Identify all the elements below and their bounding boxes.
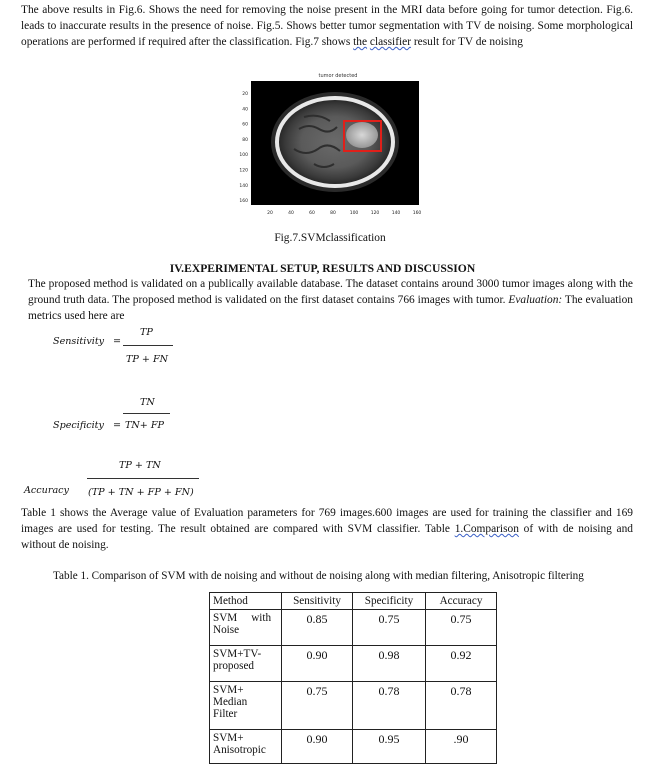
method-line: SVM+TV- [213,648,262,660]
equation-numerator: TN [140,397,155,408]
equation-label: Sensitivity [53,336,105,347]
y-tick-label: 60 [242,122,248,128]
method-cell [210,682,282,730]
y-axis-ticks [239,91,248,204]
y-tick-label: 140 [239,183,248,189]
table-header: Method [210,593,282,610]
figure-title: tumor detected [318,73,358,79]
paragraph-text: The above results in Fig.6. Shows the need for removing the noise present in the MRI data before going for tumor detection. Fig.6. leads to inaccurate results in the presence of noise. Fig.5. Shows better tumor segmentation with TV de noising. Some morphological operations are performed if required after the classification. Fig.7 shows [21,4,633,48]
y-tick-label: 120 [239,168,248,174]
equation-denominator: (TP + TN + FP + FN) [88,487,194,498]
method-line: Median [213,696,248,708]
table-row [210,646,497,682]
y-tick-label: 80 [242,137,248,143]
sensitivity-cell: 0.90 [282,730,353,764]
section-heading: IV.EXPERIMENTAL SETUP, RESULTS AND DISCUSSION [169,262,476,275]
accuracy-cell: .90 [426,730,497,764]
method-line: proposed [213,660,255,672]
sensitivity-cell: 0.90 [282,646,353,682]
sensitivity-cell: 0.75 [282,682,353,730]
spellcheck-word: classifier [369,36,412,48]
specificity-cell: 0.75 [353,610,426,646]
comparison-table [209,592,497,764]
method-cell [210,646,282,682]
fraction-bar [123,413,170,414]
table-row [210,730,497,764]
table-row [210,610,497,646]
specificity-cell: 0.78 [353,682,426,730]
equation-label: Accuracy [24,485,69,496]
figure-caption: Fig.7.SVMclassification [274,232,386,244]
y-tick-label: 20 [242,92,248,97]
x-tick-label: 160 [412,211,422,216]
tumor-region [346,122,378,148]
table-caption: Table 1. Comparison of SVM with de noising and without de noising along with median filtering, Anisotropic filtering [53,570,584,582]
table-row [210,682,497,730]
method-line: SVM+ [213,684,244,696]
paragraph-text: of with de noising and without de noising. [21,523,634,551]
method-line: Anisotropic [213,744,266,756]
y-tick-label: 160 [239,199,248,205]
method-line: SVM+ [213,732,244,744]
sensitivity-cell: 0.85 [282,610,353,646]
table-header: Specificity [353,593,426,610]
spellcheck-word: 1.Comparison [454,523,519,535]
equation-numerator: TP [140,327,153,338]
accuracy-cell: 0.78 [426,682,497,730]
x-tick-label: 40 [288,211,294,216]
accuracy-cell: 0.92 [426,646,497,682]
equation-label: Specificity [53,420,104,431]
method-line: Noise [213,624,240,636]
table-header: Sensitivity [282,593,353,610]
equation-denominator: TN+ FP [125,420,164,431]
intro-paragraph [21,2,633,50]
method-cell [210,730,282,764]
method-cell [210,610,282,646]
specificity-cell: 0.95 [353,730,426,764]
x-tick-label: 140 [391,211,401,216]
spellcheck-word: the [353,36,368,48]
x-tick-label: 120 [370,211,380,216]
x-tick-label: 60 [309,211,315,216]
y-tick-label: 40 [242,107,248,113]
dataset-paragraph [28,276,633,324]
paragraph-text: The proposed method is validated on a publically available database. The dataset contains around 3000 tumor images along with the ground truth data. The proposed method is validated on the first dataset contains 766 images with tumor. [28,278,633,306]
table-header-row [210,593,497,610]
accuracy-cell: 0.75 [426,610,497,646]
x-tick-label: 20 [267,211,273,216]
evaluation-label: Evaluation: [508,294,563,306]
x-tick-label: 100 [349,211,359,216]
mri-figure [224,69,434,221]
x-axis-ticks [267,210,421,216]
paragraph-text: result for TV de noising [411,36,523,48]
paragraph-text: The evaluation metrics used here are [28,294,633,322]
paragraph-text: Table 1 shows the Average value of Evaluation parameters for 769 images.600 images are used for training the classifier and 169 images are used for testing. The result obtained are compared with SVM classifier. Table [21,507,633,535]
fraction-bar [87,478,199,479]
y-tick-label: 100 [239,153,248,159]
equation-numerator: TP + TN [119,460,161,471]
table-header: Accuracy [426,593,497,610]
method-line: SVM with [213,612,272,624]
equals-sign: = [113,336,122,347]
equals-sign: = [113,420,122,431]
fraction-bar [123,345,173,346]
specificity-cell: 0.98 [353,646,426,682]
results-paragraph [21,505,633,553]
x-tick-label: 80 [330,211,336,216]
equation-denominator: TP + FN [126,354,169,365]
method-line: Filter [213,708,238,720]
